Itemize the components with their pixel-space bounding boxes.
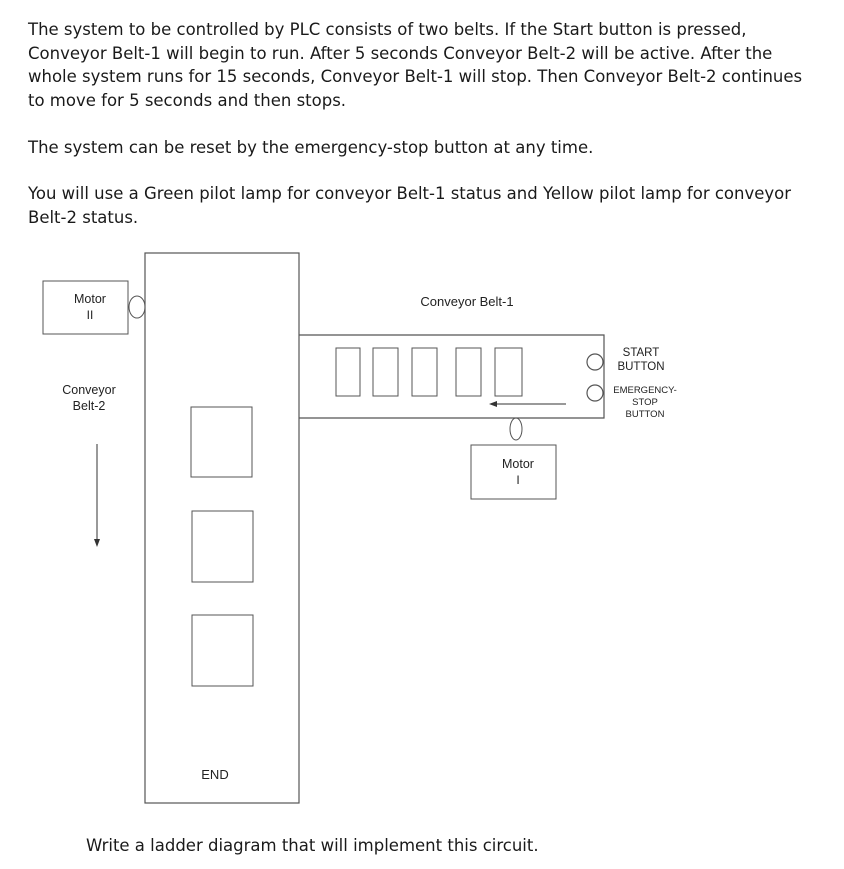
estop-label-line3: BUTTON: [625, 409, 665, 420]
motor-1-box: [471, 445, 556, 499]
belt-1-label: Conveyor Belt-1: [420, 294, 514, 309]
problem-paragraph-3: You will use a Green pilot lamp for conveyor Belt-1 status and Yellow pilot lamp for conveyor Belt-2 status.: [28, 184, 792, 227]
start-button-label-line2: BUTTON: [617, 361, 665, 373]
start-button-icon: [587, 354, 603, 370]
motor-2-box: [43, 281, 128, 334]
motor-1-label: Motor: [502, 457, 534, 471]
estop-label-line1: EMERGENCY-: [613, 385, 677, 396]
belt-2-label-line2: Belt-2: [72, 399, 106, 413]
motor-1-number: I: [516, 473, 520, 487]
problem-paragraph-1: The system to be controlled by PLC consists of two belts. If the Start button is pressed, Conveyor Belt-1 will begin to run. After 5 seconds Conveyor Belt-2 will be active. After the whole system runs for 15 seconds, Conveyor Belt-1 will stop. Then Conveyor Belt-2 continues to move for 5 seconds and then stops.: [28, 20, 803, 110]
belt1-box: [495, 348, 522, 396]
emergency-stop-button-icon: [587, 385, 603, 401]
belt2-box: [192, 615, 253, 686]
conveyor-belt-1-frame: [299, 335, 604, 418]
belt2-box: [192, 511, 253, 582]
instruction-footer: Write a ladder diagram that will implement this circuit.: [86, 836, 539, 855]
problem-paragraph-2: The system can be reset by the emergency-stop button at any time.: [28, 138, 594, 157]
end-label: END: [201, 767, 229, 782]
belt1-box: [412, 348, 437, 396]
belt-2-label-line1: Conveyor: [62, 383, 116, 397]
motor-2-label: Motor: [74, 292, 106, 306]
start-button-label-line1: START: [622, 347, 660, 359]
belt-1-arrowhead: [489, 401, 497, 407]
belt-2-arrowhead: [94, 539, 100, 547]
motor-2-number: II: [86, 308, 94, 322]
belt1-box: [456, 348, 481, 396]
estop-label-line2: STOP: [632, 397, 658, 408]
belt1-box: [336, 348, 360, 396]
motor-1-coupling: [510, 418, 522, 440]
motor-2-coupling: [129, 296, 145, 318]
belt2-box: [191, 407, 252, 477]
belt1-box: [373, 348, 398, 396]
conveyor-belt-2-frame: [145, 253, 299, 803]
